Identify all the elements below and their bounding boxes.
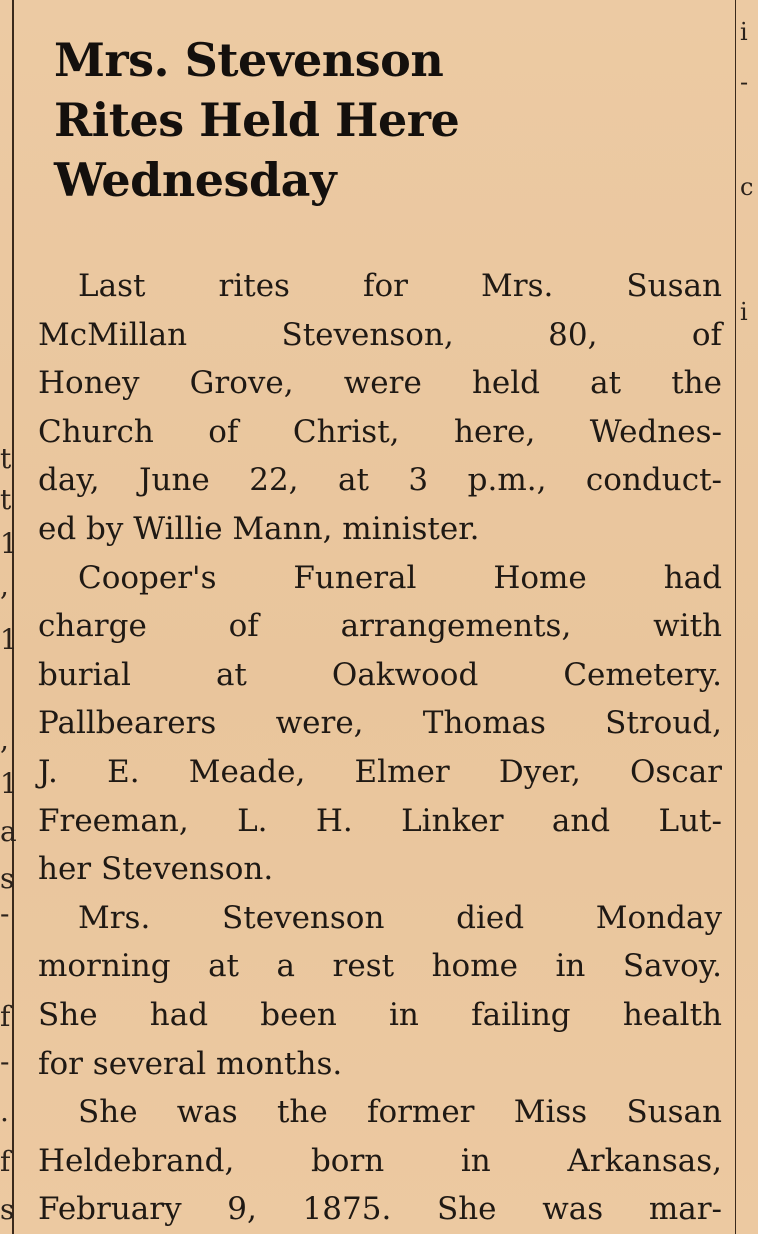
fragment-text: i [740,298,748,326]
fragment-text: - [0,1045,10,1078]
article-body [38,262,722,1234]
fragment-text: t [0,442,12,475]
fragment-text: 1 [0,527,18,560]
text-line: February 9, 1875. She was mar- [38,1191,722,1228]
headline-line: Rites Held Here [54,93,460,147]
text-line: ed by Willie Mann, minister. [38,510,480,547]
text-line: day, June 22, at 3 p.m., conduct- [38,462,722,499]
text-line: Heldebrand, born in Arkansas, [38,1142,722,1179]
text-line: morning at a rest home in Savoy. [38,948,722,985]
headline-line: Mrs. Stevenson [54,33,444,87]
right-column-fragments [740,0,758,1234]
text-line: J. E. Meade, Elmer Dyer, Oscar [38,753,722,790]
text-line: Freeman, L. H. Linker and Lut- [38,802,722,839]
text-line: charge of arrangements, with [38,608,722,645]
fragment-text: 1 [0,767,18,800]
fragment-text: - [0,897,10,930]
text-line: She had been in failing health [38,996,722,1033]
fragment-text: c [740,173,754,201]
text-line: Cooper's Funeral Home had [78,559,722,596]
fragment-text: t [0,483,12,516]
fragment-text: 1 [0,623,18,656]
paragraph-last-rites [38,262,722,554]
fragment-text: s [0,862,15,895]
headline [54,30,459,210]
left-column-rule [12,0,14,1234]
paragraph-biography [38,1088,722,1234]
text-line: burial at Oakwood Cemetery. [38,656,722,693]
text-line: She was the former Miss Susan [78,1094,722,1131]
text-line: Honey Grove, were held at the [38,365,722,402]
paragraph-arrangements [38,554,722,894]
text-line: Pallbearers were, Thomas Stroud, [38,705,722,742]
fragment-text: , [0,723,9,756]
fragment-text: s [0,1193,15,1226]
fragment-text: - [740,68,749,96]
fragment-text: f [0,1000,11,1033]
fragment-text: . [0,1095,9,1128]
headline-line: Wednesday [54,153,337,207]
text-line: Church of Christ, here, Wednes- [38,413,722,450]
text-line: Mrs. Stevenson died Monday [78,899,722,936]
text-line: Last rites for Mrs. Susan [78,268,722,304]
text-line: her Stevenson. [38,851,274,888]
left-column-fragments [0,0,18,1234]
fragment-text: f [0,1145,11,1178]
right-column-rule [735,0,736,1234]
paragraph-death [38,894,722,1088]
fragment-text: , [0,569,9,602]
fragment-text: a [0,815,17,848]
fragment-text: i [740,18,748,46]
text-line: McMillan Stevenson, 80, of [38,316,722,353]
text-line: for several months. [38,1045,343,1082]
